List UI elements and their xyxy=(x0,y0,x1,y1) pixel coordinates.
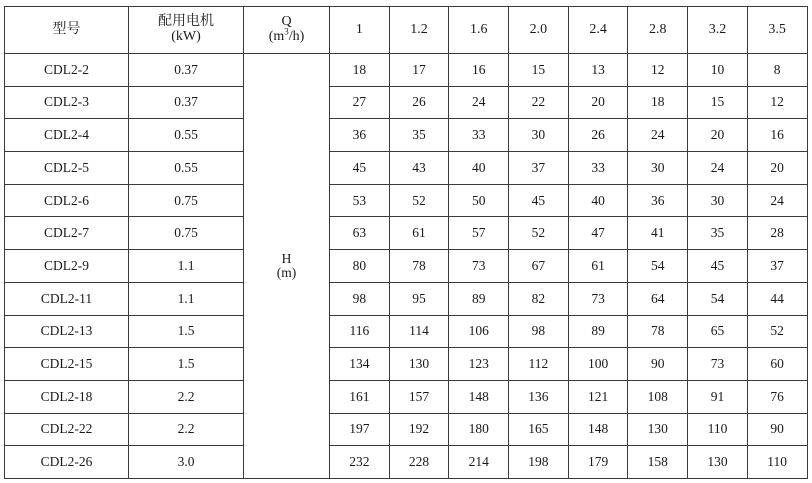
table-row xyxy=(5,54,808,87)
header-flow-4: 2.0 xyxy=(509,7,569,54)
head-value-cell: 37 xyxy=(747,250,807,283)
head-value-cell: 13 xyxy=(568,54,628,87)
head-value-cell: 78 xyxy=(389,250,449,283)
model-cell: CDL2-15 xyxy=(5,348,129,381)
motor-power-cell: 0.75 xyxy=(129,184,244,217)
head-value-cell: 95 xyxy=(389,282,449,315)
head-value-cell: 65 xyxy=(688,315,748,348)
motor-power-cell: 1.1 xyxy=(129,250,244,283)
motor-power-cell: 2.2 xyxy=(129,380,244,413)
head-value-cell: 10 xyxy=(688,54,748,87)
head-value-cell: 98 xyxy=(330,282,390,315)
table-row xyxy=(5,380,808,413)
head-value-cell: 36 xyxy=(330,119,390,152)
head-value-cell: 54 xyxy=(628,250,688,283)
head-value-cell: 63 xyxy=(330,217,390,250)
table-row xyxy=(5,315,808,348)
head-value-cell: 157 xyxy=(389,380,449,413)
table-row xyxy=(5,413,808,446)
head-value-cell: 180 xyxy=(449,413,509,446)
head-value-cell: 47 xyxy=(568,217,628,250)
head-value-cell: 192 xyxy=(389,413,449,446)
table-row xyxy=(5,348,808,381)
model-cell: CDL2-5 xyxy=(5,152,129,185)
motor-power-cell: 3.0 xyxy=(129,446,244,479)
table-row xyxy=(5,282,808,315)
head-value-cell: 15 xyxy=(509,54,569,87)
header-flow-q xyxy=(244,7,330,54)
header-flow-8: 3.5 xyxy=(747,7,807,54)
head-value-cell: 24 xyxy=(628,119,688,152)
head-value-cell: 33 xyxy=(449,119,509,152)
head-value-cell: 110 xyxy=(747,446,807,479)
head-value-cell: 67 xyxy=(509,250,569,283)
head-value-cell: 52 xyxy=(389,184,449,217)
head-h-unit: (m) xyxy=(276,264,297,280)
head-value-cell: 12 xyxy=(747,86,807,119)
table-body xyxy=(5,54,808,479)
head-value-cell: 45 xyxy=(688,250,748,283)
head-value-cell: 35 xyxy=(688,217,748,250)
motor-power-cell: 0.37 xyxy=(129,86,244,119)
head-value-cell: 80 xyxy=(330,250,390,283)
head-value-cell: 73 xyxy=(568,282,628,315)
head-value-cell: 33 xyxy=(568,152,628,185)
head-value-cell: 106 xyxy=(449,315,509,348)
head-value-cell: 17 xyxy=(389,54,449,87)
head-value-cell: 73 xyxy=(688,348,748,381)
motor-power-cell: 1.5 xyxy=(129,315,244,348)
head-value-cell: 78 xyxy=(628,315,688,348)
motor-power-cell: 2.2 xyxy=(129,413,244,446)
head-value-cell: 60 xyxy=(747,348,807,381)
head-value-cell: 89 xyxy=(449,282,509,315)
head-value-cell: 90 xyxy=(747,413,807,446)
model-cell: CDL2-18 xyxy=(5,380,129,413)
head-value-cell: 30 xyxy=(688,184,748,217)
motor-power-cell: 1.1 xyxy=(129,282,244,315)
head-value-cell: 130 xyxy=(628,413,688,446)
head-value-cell: 112 xyxy=(509,348,569,381)
header-motor xyxy=(129,7,244,54)
head-value-cell: 53 xyxy=(330,184,390,217)
head-value-cell: 37 xyxy=(509,152,569,185)
head-value-cell: 76 xyxy=(747,380,807,413)
head-value-cell: 90 xyxy=(628,348,688,381)
head-value-cell: 41 xyxy=(628,217,688,250)
head-value-cell: 20 xyxy=(688,119,748,152)
head-value-cell: 179 xyxy=(568,446,628,479)
model-cell: CDL2-7 xyxy=(5,217,129,250)
motor-power-cell: 0.55 xyxy=(129,119,244,152)
head-value-cell: 73 xyxy=(449,250,509,283)
head-value-cell: 165 xyxy=(509,413,569,446)
model-cell: CDL2-4 xyxy=(5,119,129,152)
header-flow-7: 3.2 xyxy=(688,7,748,54)
table-row xyxy=(5,152,808,185)
head-value-cell: 121 xyxy=(568,380,628,413)
head-value-cell: 52 xyxy=(509,217,569,250)
header-row xyxy=(5,7,808,54)
head-value-cell: 22 xyxy=(509,86,569,119)
header-flow-3: 1.6 xyxy=(449,7,509,54)
table-row xyxy=(5,86,808,119)
head-value-cell: 43 xyxy=(389,152,449,185)
model-cell: CDL2-22 xyxy=(5,413,129,446)
head-value-cell: 40 xyxy=(568,184,628,217)
head-value-cell: 16 xyxy=(747,119,807,152)
head-value-cell: 61 xyxy=(389,217,449,250)
head-value-cell: 228 xyxy=(389,446,449,479)
model-cell: CDL2-6 xyxy=(5,184,129,217)
head-value-cell: 91 xyxy=(688,380,748,413)
header-q-unit xyxy=(244,26,329,45)
head-value-cell: 123 xyxy=(449,348,509,381)
head-value-cell: 98 xyxy=(509,315,569,348)
head-value-cell: 27 xyxy=(330,86,390,119)
head-value-cell: 30 xyxy=(509,119,569,152)
header-flow-6: 2.8 xyxy=(628,7,688,54)
head-value-cell: 158 xyxy=(628,446,688,479)
head-value-cell: 130 xyxy=(688,446,748,479)
header-motor-label: 配用电机 xyxy=(158,14,214,30)
head-value-cell: 26 xyxy=(389,86,449,119)
head-value-cell: 108 xyxy=(628,380,688,413)
pump-performance-table xyxy=(4,6,808,479)
head-value-cell: 15 xyxy=(688,86,748,119)
motor-power-cell: 0.55 xyxy=(129,152,244,185)
head-value-cell: 24 xyxy=(449,86,509,119)
table-row xyxy=(5,184,808,217)
head-value-cell: 26 xyxy=(568,119,628,152)
head-value-cell: 134 xyxy=(330,348,390,381)
head-value-cell: 54 xyxy=(688,282,748,315)
head-value-cell: 35 xyxy=(389,119,449,152)
head-value-cell: 45 xyxy=(330,152,390,185)
header-q-unit-pre: (m xyxy=(268,29,285,44)
motor-power-cell: 0.37 xyxy=(129,54,244,87)
head-value-cell: 148 xyxy=(449,380,509,413)
head-value-cell: 16 xyxy=(449,54,509,87)
head-value-cell: 161 xyxy=(330,380,390,413)
head-h-label-cell xyxy=(244,54,330,479)
head-value-cell: 45 xyxy=(509,184,569,217)
header-flow-1: 1 xyxy=(330,7,390,54)
head-value-cell: 136 xyxy=(509,380,569,413)
head-value-cell: 20 xyxy=(568,86,628,119)
head-value-cell: 12 xyxy=(628,54,688,87)
head-value-cell: 148 xyxy=(568,413,628,446)
head-value-cell: 64 xyxy=(628,282,688,315)
head-value-cell: 198 xyxy=(509,446,569,479)
head-h-label: H xyxy=(281,250,292,266)
head-value-cell: 61 xyxy=(568,250,628,283)
table-row xyxy=(5,217,808,250)
header-q-unit-sup: 3 xyxy=(284,26,289,37)
head-value-cell: 36 xyxy=(628,184,688,217)
head-value-cell: 214 xyxy=(449,446,509,479)
head-value-cell: 116 xyxy=(330,315,390,348)
model-cell: CDL2-13 xyxy=(5,315,129,348)
head-value-cell: 28 xyxy=(747,217,807,250)
head-value-cell: 100 xyxy=(568,348,628,381)
head-value-cell: 44 xyxy=(747,282,807,315)
model-cell: CDL2-9 xyxy=(5,250,129,283)
head-value-cell: 50 xyxy=(449,184,509,217)
header-model: 型号 xyxy=(5,7,129,54)
header-flow-5: 2.4 xyxy=(568,7,628,54)
head-value-cell: 197 xyxy=(330,413,390,446)
motor-power-cell: 0.75 xyxy=(129,217,244,250)
table-row xyxy=(5,119,808,152)
head-value-cell: 110 xyxy=(688,413,748,446)
head-value-cell: 8 xyxy=(747,54,807,87)
head-value-cell: 89 xyxy=(568,315,628,348)
head-value-cell: 232 xyxy=(330,446,390,479)
head-value-cell: 130 xyxy=(389,348,449,381)
head-value-cell: 114 xyxy=(389,315,449,348)
head-value-cell: 24 xyxy=(688,152,748,185)
header-q-label: Q xyxy=(281,14,292,30)
model-cell: CDL2-3 xyxy=(5,86,129,119)
motor-power-cell: 1.5 xyxy=(129,348,244,381)
model-cell: CDL2-11 xyxy=(5,282,129,315)
model-cell: CDL2-26 xyxy=(5,446,129,479)
head-value-cell: 24 xyxy=(747,184,807,217)
head-value-cell: 18 xyxy=(330,54,390,87)
head-value-cell: 57 xyxy=(449,217,509,250)
header-flow-2: 1.2 xyxy=(389,7,449,54)
head-value-cell: 40 xyxy=(449,152,509,185)
head-value-cell: 18 xyxy=(628,86,688,119)
header-motor-unit: (kW) xyxy=(171,29,201,44)
table-row xyxy=(5,250,808,283)
head-value-cell: 52 xyxy=(747,315,807,348)
table-row xyxy=(5,446,808,479)
model-cell: CDL2-2 xyxy=(5,54,129,87)
head-value-cell: 82 xyxy=(509,282,569,315)
head-value-cell: 20 xyxy=(747,152,807,185)
head-value-cell: 30 xyxy=(628,152,688,185)
header-q-unit-post: /h) xyxy=(288,29,305,44)
